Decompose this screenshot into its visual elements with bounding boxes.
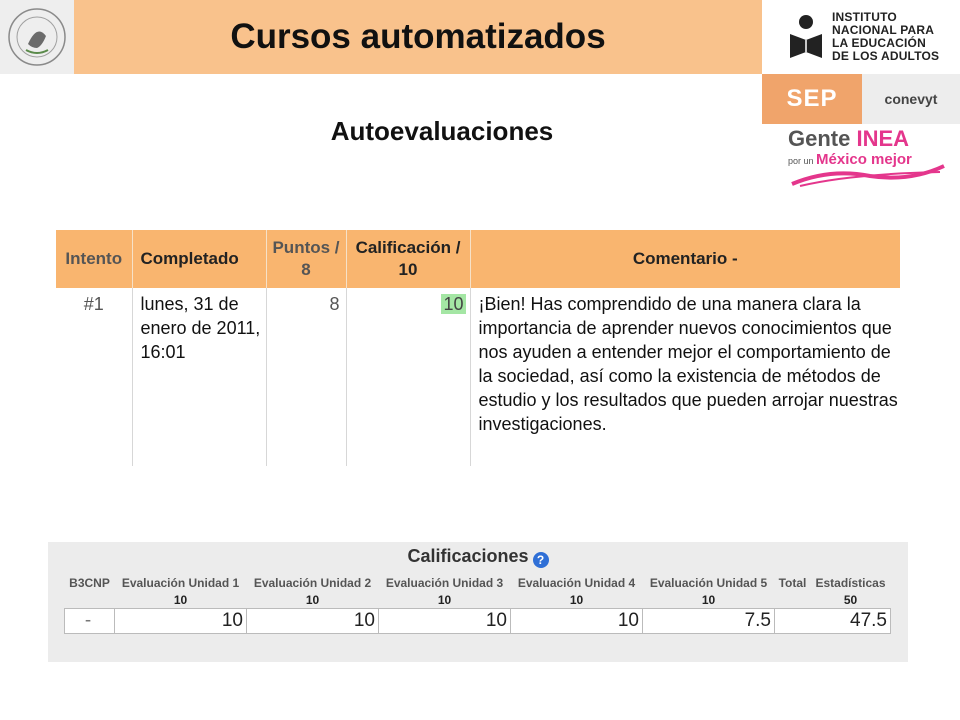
por-un-text: por un (788, 156, 817, 166)
max-unidad-4: 10 (569, 592, 584, 607)
sep-text: SEP (786, 85, 838, 112)
max-estadisticas: 50 (843, 592, 858, 607)
grade-header-unidad-2[interactable]: Evaluación Unidad 2 (253, 576, 372, 590)
section-subtitle: Autoevaluaciones (330, 116, 554, 146)
max-unidad-5: 10 (701, 592, 716, 607)
value-unidad-4: 10 (511, 608, 643, 633)
max-unidad-1: 10 (173, 592, 188, 607)
mexico-seal-logo (0, 0, 74, 74)
inea-name: INSTITUTO NACIONAL PARA LA EDUCACIÓN DE LOS ADULTOS (832, 10, 940, 63)
max-unidad-2: 10 (305, 592, 320, 607)
gente-word: Gente (788, 126, 857, 151)
grades-max-row (65, 592, 891, 608)
max-unidad-3: 10 (437, 592, 452, 607)
inea-logo (762, 0, 960, 74)
reading-person-icon (788, 14, 824, 60)
value-total: 47.5 (775, 608, 891, 633)
table-row (56, 288, 900, 466)
help-icon[interactable]: ? (533, 552, 549, 568)
grades-title-wrap (48, 546, 908, 568)
grades-table (64, 574, 891, 634)
grade-header-estadisticas[interactable]: Estadísticas (815, 576, 886, 590)
title-bar (74, 0, 762, 74)
grade-header-unidad-4[interactable]: Evaluación Unidad 4 (517, 576, 636, 590)
page-title: Cursos automatizados (230, 17, 606, 56)
value-unidad-3: 10 (379, 608, 511, 633)
max-total (775, 592, 811, 608)
grade-header-unidad-3[interactable]: Evaluación Unidad 3 (385, 576, 504, 590)
value-unidad-5: 7.5 (643, 608, 775, 633)
grade-header-unidad-1[interactable]: Evaluación Unidad 1 (121, 576, 240, 590)
header-puntos[interactable]: Puntos / 8 (266, 230, 346, 288)
pink-swoosh-icon (790, 162, 946, 188)
inea-word: INEA (856, 126, 910, 151)
grade-header-b3cnp[interactable]: B3CNP (69, 576, 110, 590)
value-b3cnp: - (65, 608, 115, 633)
attempt-number[interactable]: #1 (56, 288, 132, 466)
header-intento[interactable]: Intento (56, 230, 132, 288)
grades-header-row (65, 574, 891, 592)
value-unidad-1: 10 (115, 608, 247, 633)
attempts-header-row (56, 230, 900, 288)
grades-panel (48, 542, 908, 662)
comment-text: ¡Bien! Has comprendido de una manera clara la importancia de aprender nuevos conocimientos que nos ayuden a entender mejor el comportamiento de la sociedad, así como la existencia de métodos de estudio y los resultados que pueden arrojar nuestras investigaciones. (478, 294, 898, 434)
grade-cell (346, 288, 470, 466)
max-b3cnp (65, 592, 115, 608)
conevyt-text: conevyt (884, 91, 938, 107)
mexico-mejor-text: México mejor (816, 151, 912, 168)
header-completado[interactable]: Completado (132, 230, 266, 288)
eagle-seal-icon (6, 6, 68, 68)
grade-header-total[interactable]: Total (778, 576, 807, 590)
table-row (65, 608, 891, 633)
grade-header-unidad-5[interactable]: Evaluación Unidad 5 (649, 576, 768, 590)
header-comentario[interactable]: Comentario - (470, 230, 900, 288)
grade-value: 10 (443, 294, 464, 314)
points-value: 8 (266, 288, 346, 466)
grades-title: Calificaciones (407, 546, 529, 566)
attempts-table (56, 230, 900, 466)
header-calificacion[interactable]: Calificación / 10 (346, 230, 470, 288)
value-unidad-2: 10 (247, 608, 379, 633)
completed-date: lunes, 31 de enero de 2011, 16:01 (132, 288, 266, 466)
